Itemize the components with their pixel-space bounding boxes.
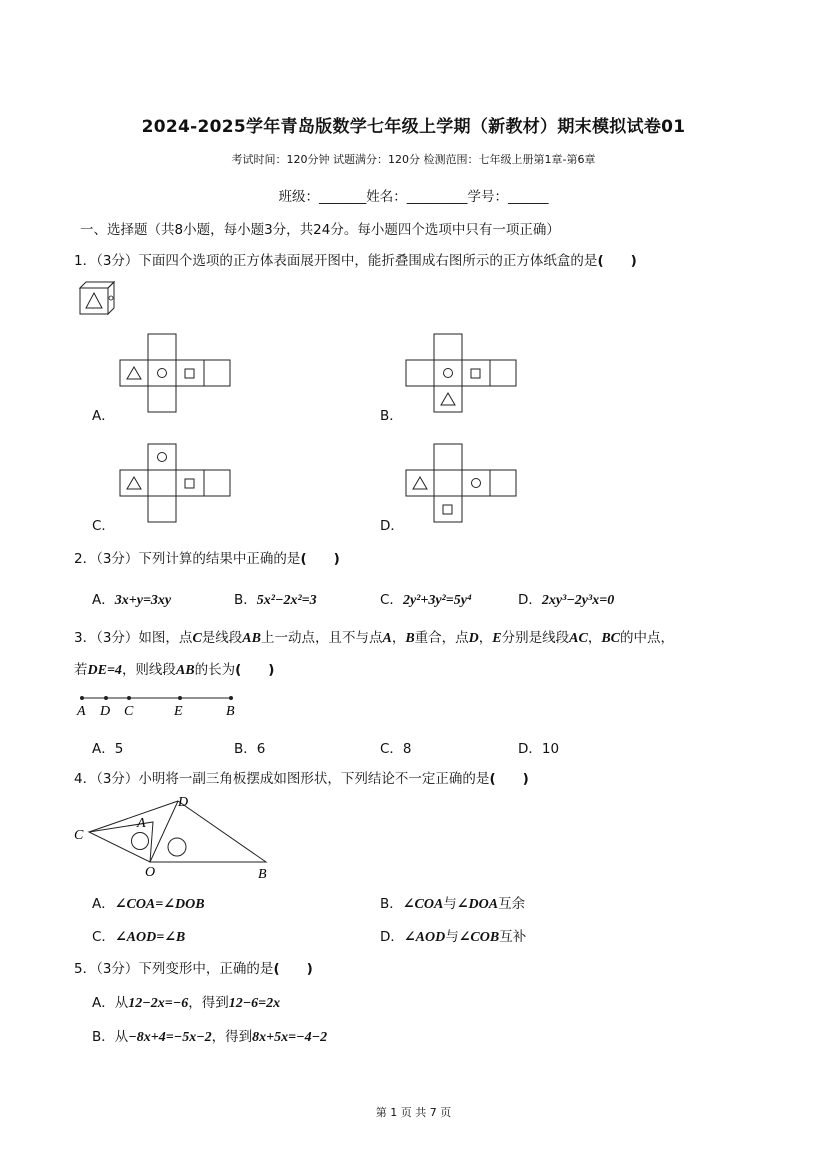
question-3-stem-line2 xyxy=(74,658,274,679)
answer-paren: ( ) xyxy=(300,551,340,567)
text: ， xyxy=(478,630,493,646)
question-2-stem xyxy=(74,547,340,567)
text: ，得到 xyxy=(188,995,229,1011)
option-label: D． xyxy=(380,929,404,945)
net-option-c xyxy=(118,442,232,524)
page-number: 第 1 页 共 7 页 xyxy=(375,1106,452,1119)
q4-option-d[interactable] xyxy=(380,925,526,946)
question-text: 4．（3分）小明将一副三角板摆成如图形状，下列结论不一定正确的是 xyxy=(74,771,490,787)
net-option-a xyxy=(118,332,232,414)
vertex-label-c: C xyxy=(74,828,84,843)
text: ， xyxy=(587,630,602,646)
option-label: D． xyxy=(518,592,542,608)
math: AC xyxy=(569,631,588,646)
q4-option-b[interactable] xyxy=(380,892,525,913)
option-expression: 12−2x=−6 xyxy=(128,996,189,1011)
point-label-a: A xyxy=(77,704,86,719)
q4-option-c[interactable] xyxy=(92,925,185,946)
cube-figure xyxy=(78,280,116,316)
option-label: C． xyxy=(92,929,115,945)
math: AB xyxy=(175,663,195,678)
text: 3．（3分）如图，点 xyxy=(74,630,193,646)
text: 重合，点 xyxy=(414,630,469,646)
answer-paren: ( ) xyxy=(489,771,529,787)
student-info-line: 班级：_______姓名：_________学号：______ xyxy=(278,189,549,205)
option-expression: 2xy³−2y³x=0 xyxy=(541,593,615,608)
option-expression: ∠DOA xyxy=(456,897,499,912)
option-expression: 12−6=2x xyxy=(228,996,281,1011)
vertex-label-d: D xyxy=(178,795,189,810)
text: 是线段 xyxy=(201,630,243,646)
question-text: 2．（3分）下列计算的结果中正确的是 xyxy=(74,551,301,567)
text: ，得到 xyxy=(211,1029,253,1045)
question-4-stem xyxy=(74,767,529,787)
text: ，则线段 xyxy=(121,662,176,678)
point-label-e: E xyxy=(174,704,183,719)
text: 互余 xyxy=(498,896,526,912)
math: AB xyxy=(242,631,261,646)
net-option-b xyxy=(404,332,518,414)
text: 与 xyxy=(443,896,457,912)
text: 上一动点，且不与点 xyxy=(260,630,383,646)
vertex-label-a: A xyxy=(137,816,146,831)
vertex-label-o: O xyxy=(145,865,156,880)
math: B xyxy=(405,631,415,646)
question-text: 1．（3分）下面四个选项的正方体表面展开图中，能折叠围成右图所示的正方体纸盒的是 xyxy=(74,253,598,269)
question-3-stem-line1 xyxy=(74,626,674,647)
option-expression: ∠COB xyxy=(458,930,500,945)
q1-option-a[interactable]: A． xyxy=(92,408,115,424)
q1-option-d[interactable]: D． xyxy=(380,518,404,534)
text: 的长为 xyxy=(194,662,236,678)
q3-option-c[interactable]: C．8 xyxy=(380,741,412,757)
math: BC xyxy=(601,631,620,646)
q5-option-b[interactable] xyxy=(92,1025,327,1046)
q2-option-c[interactable] xyxy=(380,588,472,609)
text: ， xyxy=(391,630,406,646)
q2-option-a[interactable] xyxy=(92,588,171,609)
question-1-stem xyxy=(74,249,637,269)
text: 的中点， xyxy=(620,630,674,646)
q5-option-a[interactable] xyxy=(92,991,280,1012)
option-expression: 2y²+3y²=5y⁴ xyxy=(402,593,472,608)
text: A．从 xyxy=(92,995,129,1011)
math: D xyxy=(468,631,479,646)
triangle-boards-figure xyxy=(72,792,277,884)
point-label-d: D xyxy=(100,704,111,719)
math: DE=4 xyxy=(87,663,122,678)
option-expression: ∠AOD xyxy=(403,930,446,945)
option-label: B． xyxy=(234,592,257,608)
answer-paren: ( ) xyxy=(597,253,637,269)
page-title: 2024-2025学年青岛版数学七年级上学期（新教材）期末模拟试卷01 xyxy=(141,117,686,137)
segment-figure xyxy=(72,690,242,720)
q1-option-b[interactable]: B． xyxy=(380,408,403,424)
option-label: B． xyxy=(380,896,403,912)
option-label: A． xyxy=(92,896,115,912)
q4-option-a[interactable] xyxy=(92,892,205,913)
point-label-b: B xyxy=(226,704,235,719)
text: 若 xyxy=(74,662,88,678)
text: 分别是线段 xyxy=(501,630,570,646)
point-label-c: C xyxy=(124,704,134,719)
net-option-d xyxy=(404,442,518,524)
section-heading: 一、选择题（共8小题，每小题3分，共24分。每小题四个选项中只有一项正确） xyxy=(80,222,560,238)
math: C xyxy=(192,631,202,646)
text: 互补 xyxy=(499,929,527,945)
exam-subtitle: 考试时间：120分钟 试题满分：120分 检测范围：七年级上册第1章-第6章 xyxy=(231,153,596,166)
q1-option-c[interactable]: C． xyxy=(92,518,115,534)
option-expression: 3x+y=3xy xyxy=(114,593,172,608)
q2-option-d[interactable] xyxy=(518,588,614,609)
answer-paren: ( ) xyxy=(273,961,313,977)
option-expression: 5x²−2x²=3 xyxy=(256,593,317,608)
option-expression: ∠COA xyxy=(402,897,444,912)
option-label: C． xyxy=(380,592,403,608)
q3-option-a[interactable]: A．5 xyxy=(92,741,124,757)
text: B．从 xyxy=(92,1029,129,1045)
q3-option-d[interactable]: D．10 xyxy=(518,741,560,757)
option-expression: ∠AOD=∠B xyxy=(114,930,186,945)
math: E xyxy=(492,631,502,646)
math: A xyxy=(382,631,392,646)
answer-paren: ( ) xyxy=(235,662,275,678)
q2-option-b[interactable] xyxy=(234,588,317,609)
option-label: A． xyxy=(92,592,115,608)
question-text: 5．（3分）下列变形中，正确的是 xyxy=(74,961,274,977)
question-5-stem xyxy=(74,957,313,977)
text: 与 xyxy=(445,929,459,945)
vertex-label-b: B xyxy=(258,867,267,882)
option-expression: ∠COA=∠DOB xyxy=(114,897,205,912)
option-expression: 8x+5x=−4−2 xyxy=(252,1030,328,1045)
option-expression: −8x+4=−5x−2 xyxy=(128,1030,212,1045)
q3-option-b[interactable]: B．6 xyxy=(234,741,266,757)
